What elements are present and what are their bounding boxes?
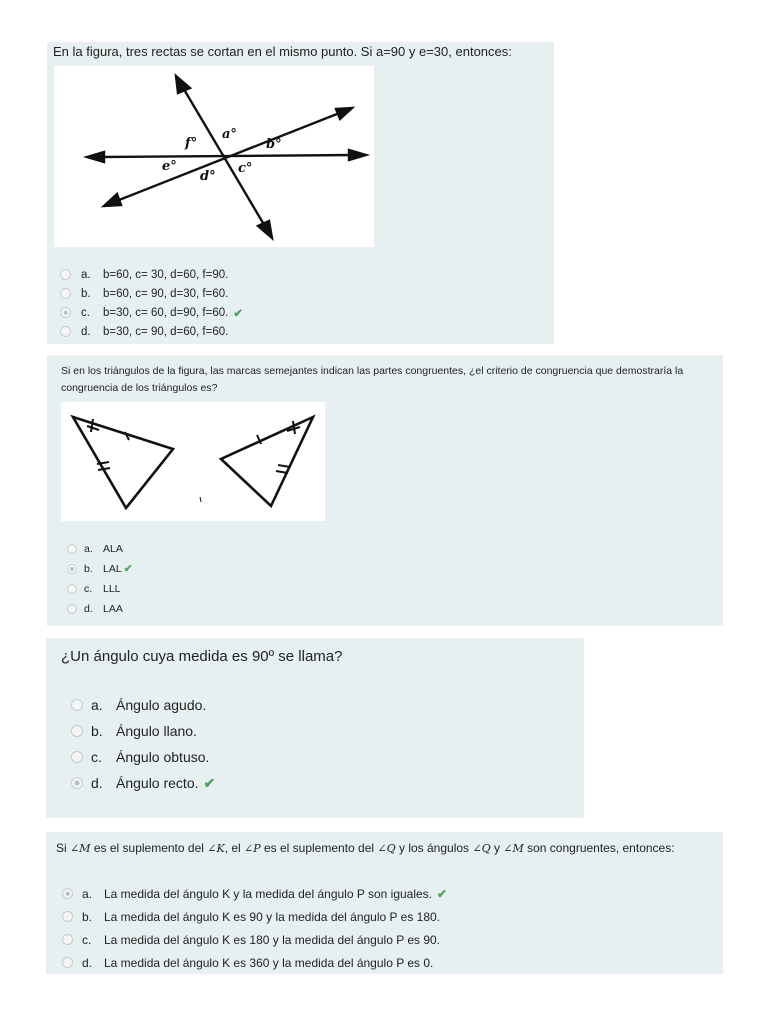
- option-letter: a.: [81, 268, 91, 281]
- radio-button[interactable]: [67, 584, 77, 594]
- question-text-part: y los ángulos: [395, 841, 473, 855]
- option-letter: d.: [82, 955, 93, 970]
- angle-q: ∠Q: [377, 842, 396, 855]
- question-text-part: es el suplemento del: [260, 841, 378, 855]
- option-text: La medida del ángulo K es 90 y la medida del ángulo P es 180.: [104, 909, 441, 924]
- question-text-part: es el suplemento del: [90, 841, 208, 855]
- options-list: [62, 882, 447, 974]
- option-text: Ángulo obtuso.: [116, 749, 210, 765]
- question-card-2: [47, 355, 723, 626]
- radio-button[interactable]: [71, 699, 83, 711]
- question-text-part: Si: [56, 841, 71, 855]
- option-c[interactable]: [60, 303, 243, 322]
- option-c[interactable]: [62, 928, 447, 951]
- option-letter: c.: [81, 306, 90, 319]
- option-text: LAL: [103, 563, 122, 575]
- option-text: ALA: [103, 543, 123, 555]
- option-letter: c.: [84, 583, 93, 595]
- option-letter: b.: [81, 287, 91, 300]
- option-c[interactable]: [67, 579, 133, 599]
- option-a[interactable]: [67, 539, 133, 559]
- label-e: e°: [162, 159, 177, 174]
- triangles-diagram: [61, 402, 325, 521]
- lines-diagram: [54, 66, 374, 247]
- checkmark-icon: ✔: [437, 886, 448, 901]
- option-letter: c.: [82, 932, 92, 947]
- option-text: b=60, c= 90, d=30, f=60.: [103, 287, 229, 300]
- option-text: LAA: [103, 603, 123, 615]
- radio-button[interactable]: [62, 957, 73, 968]
- radio-button[interactable]: [67, 604, 77, 614]
- option-letter: c.: [91, 749, 102, 765]
- option-d[interactable]: [60, 322, 243, 341]
- option-text: Ángulo agudo.: [116, 697, 207, 713]
- option-d[interactable]: [67, 599, 133, 619]
- option-b[interactable]: [62, 905, 447, 928]
- angle-m: ∠M: [503, 842, 524, 855]
- option-letter: a.: [84, 543, 93, 555]
- option-text: La medida del ángulo K es 180 y la medida del ángulo P es 90.: [104, 932, 441, 947]
- option-text: b=30, c= 90, d=60, f=60.: [103, 325, 229, 338]
- question-text: En la figura, tres rectas se cortan en el mismo punto. Si a=90 y e=30, entonces:: [53, 44, 512, 59]
- label-b: b°: [266, 137, 282, 152]
- question-card-3: [46, 638, 584, 818]
- option-d[interactable]: [71, 770, 215, 796]
- checkmark-icon: ✔: [123, 563, 133, 575]
- options-list: [60, 265, 243, 341]
- option-b[interactable]: [60, 284, 243, 303]
- question-text: Si en los triángulos de la figura, las marcas semejantes indican las partes congruentes, ¿el criterio de congruencia que demostraría la congruencia de los triángulos es?: [61, 365, 684, 394]
- question-card-4: [46, 832, 723, 974]
- angle-k: ∠K: [207, 842, 225, 855]
- option-text: La medida del ángulo K y la medida del ángulo P son iguales.: [104, 886, 433, 901]
- option-letter: d.: [81, 325, 91, 338]
- option-letter: b.: [84, 563, 93, 575]
- option-letter: b.: [82, 909, 93, 924]
- figure-intersecting-lines: [54, 66, 374, 247]
- radio-button[interactable]: [60, 288, 71, 299]
- radio-button-selected[interactable]: [62, 888, 73, 899]
- radio-button[interactable]: [60, 326, 71, 337]
- figure-triangles: [61, 402, 325, 521]
- option-a[interactable]: [60, 265, 243, 284]
- option-text: b=60, c= 30, d=60, f=90.: [103, 268, 229, 281]
- radio-button[interactable]: [62, 934, 73, 945]
- radio-button-selected[interactable]: [67, 564, 77, 574]
- angle-q: ∠Q: [472, 842, 491, 855]
- options-list: [67, 539, 133, 619]
- option-letter: a.: [91, 697, 103, 713]
- option-text: Ángulo recto.: [116, 775, 199, 791]
- question-text: ¿Un ángulo cuya medida es 90º se llama?: [61, 648, 343, 665]
- option-a[interactable]: [71, 692, 215, 718]
- option-text: La medida del ángulo K es 360 y la medida del ángulo P es 0.: [104, 955, 434, 970]
- option-letter: b.: [91, 723, 103, 739]
- option-letter: a.: [82, 886, 93, 901]
- radio-button-selected[interactable]: [60, 307, 71, 318]
- option-text: Ángulo llano.: [116, 723, 197, 739]
- angle-m: ∠M: [70, 842, 91, 855]
- option-d[interactable]: [62, 951, 447, 974]
- radio-button-selected[interactable]: [71, 777, 83, 789]
- question-text-part: , el: [224, 841, 245, 855]
- question-text: [56, 841, 675, 855]
- label-c: c°: [238, 161, 253, 176]
- option-a[interactable]: [62, 882, 447, 905]
- question-text-part: son congruentes, entonces:: [523, 841, 675, 855]
- option-letter: d.: [91, 775, 103, 791]
- label-f: f°: [185, 136, 198, 151]
- question-text-part: y: [490, 841, 504, 855]
- radio-button[interactable]: [67, 544, 77, 554]
- option-c[interactable]: [71, 744, 215, 770]
- question-card-1: [47, 42, 554, 344]
- checkmark-icon: ✔: [203, 774, 216, 791]
- radio-button[interactable]: [71, 725, 83, 737]
- option-text: LLL: [103, 583, 121, 595]
- option-b[interactable]: [71, 718, 215, 744]
- radio-button[interactable]: [62, 911, 73, 922]
- radio-button[interactable]: [60, 269, 71, 280]
- checkmark-icon: ✔: [233, 307, 243, 320]
- option-b[interactable]: [67, 559, 133, 579]
- angle-p: ∠P: [244, 842, 261, 855]
- label-a: a°: [222, 127, 237, 142]
- options-list: [71, 692, 215, 796]
- option-text: b=30, c= 60, d=90, f=60.: [103, 306, 229, 319]
- option-letter: d.: [84, 603, 93, 615]
- radio-button[interactable]: [71, 751, 83, 763]
- label-d: d°: [200, 169, 216, 184]
